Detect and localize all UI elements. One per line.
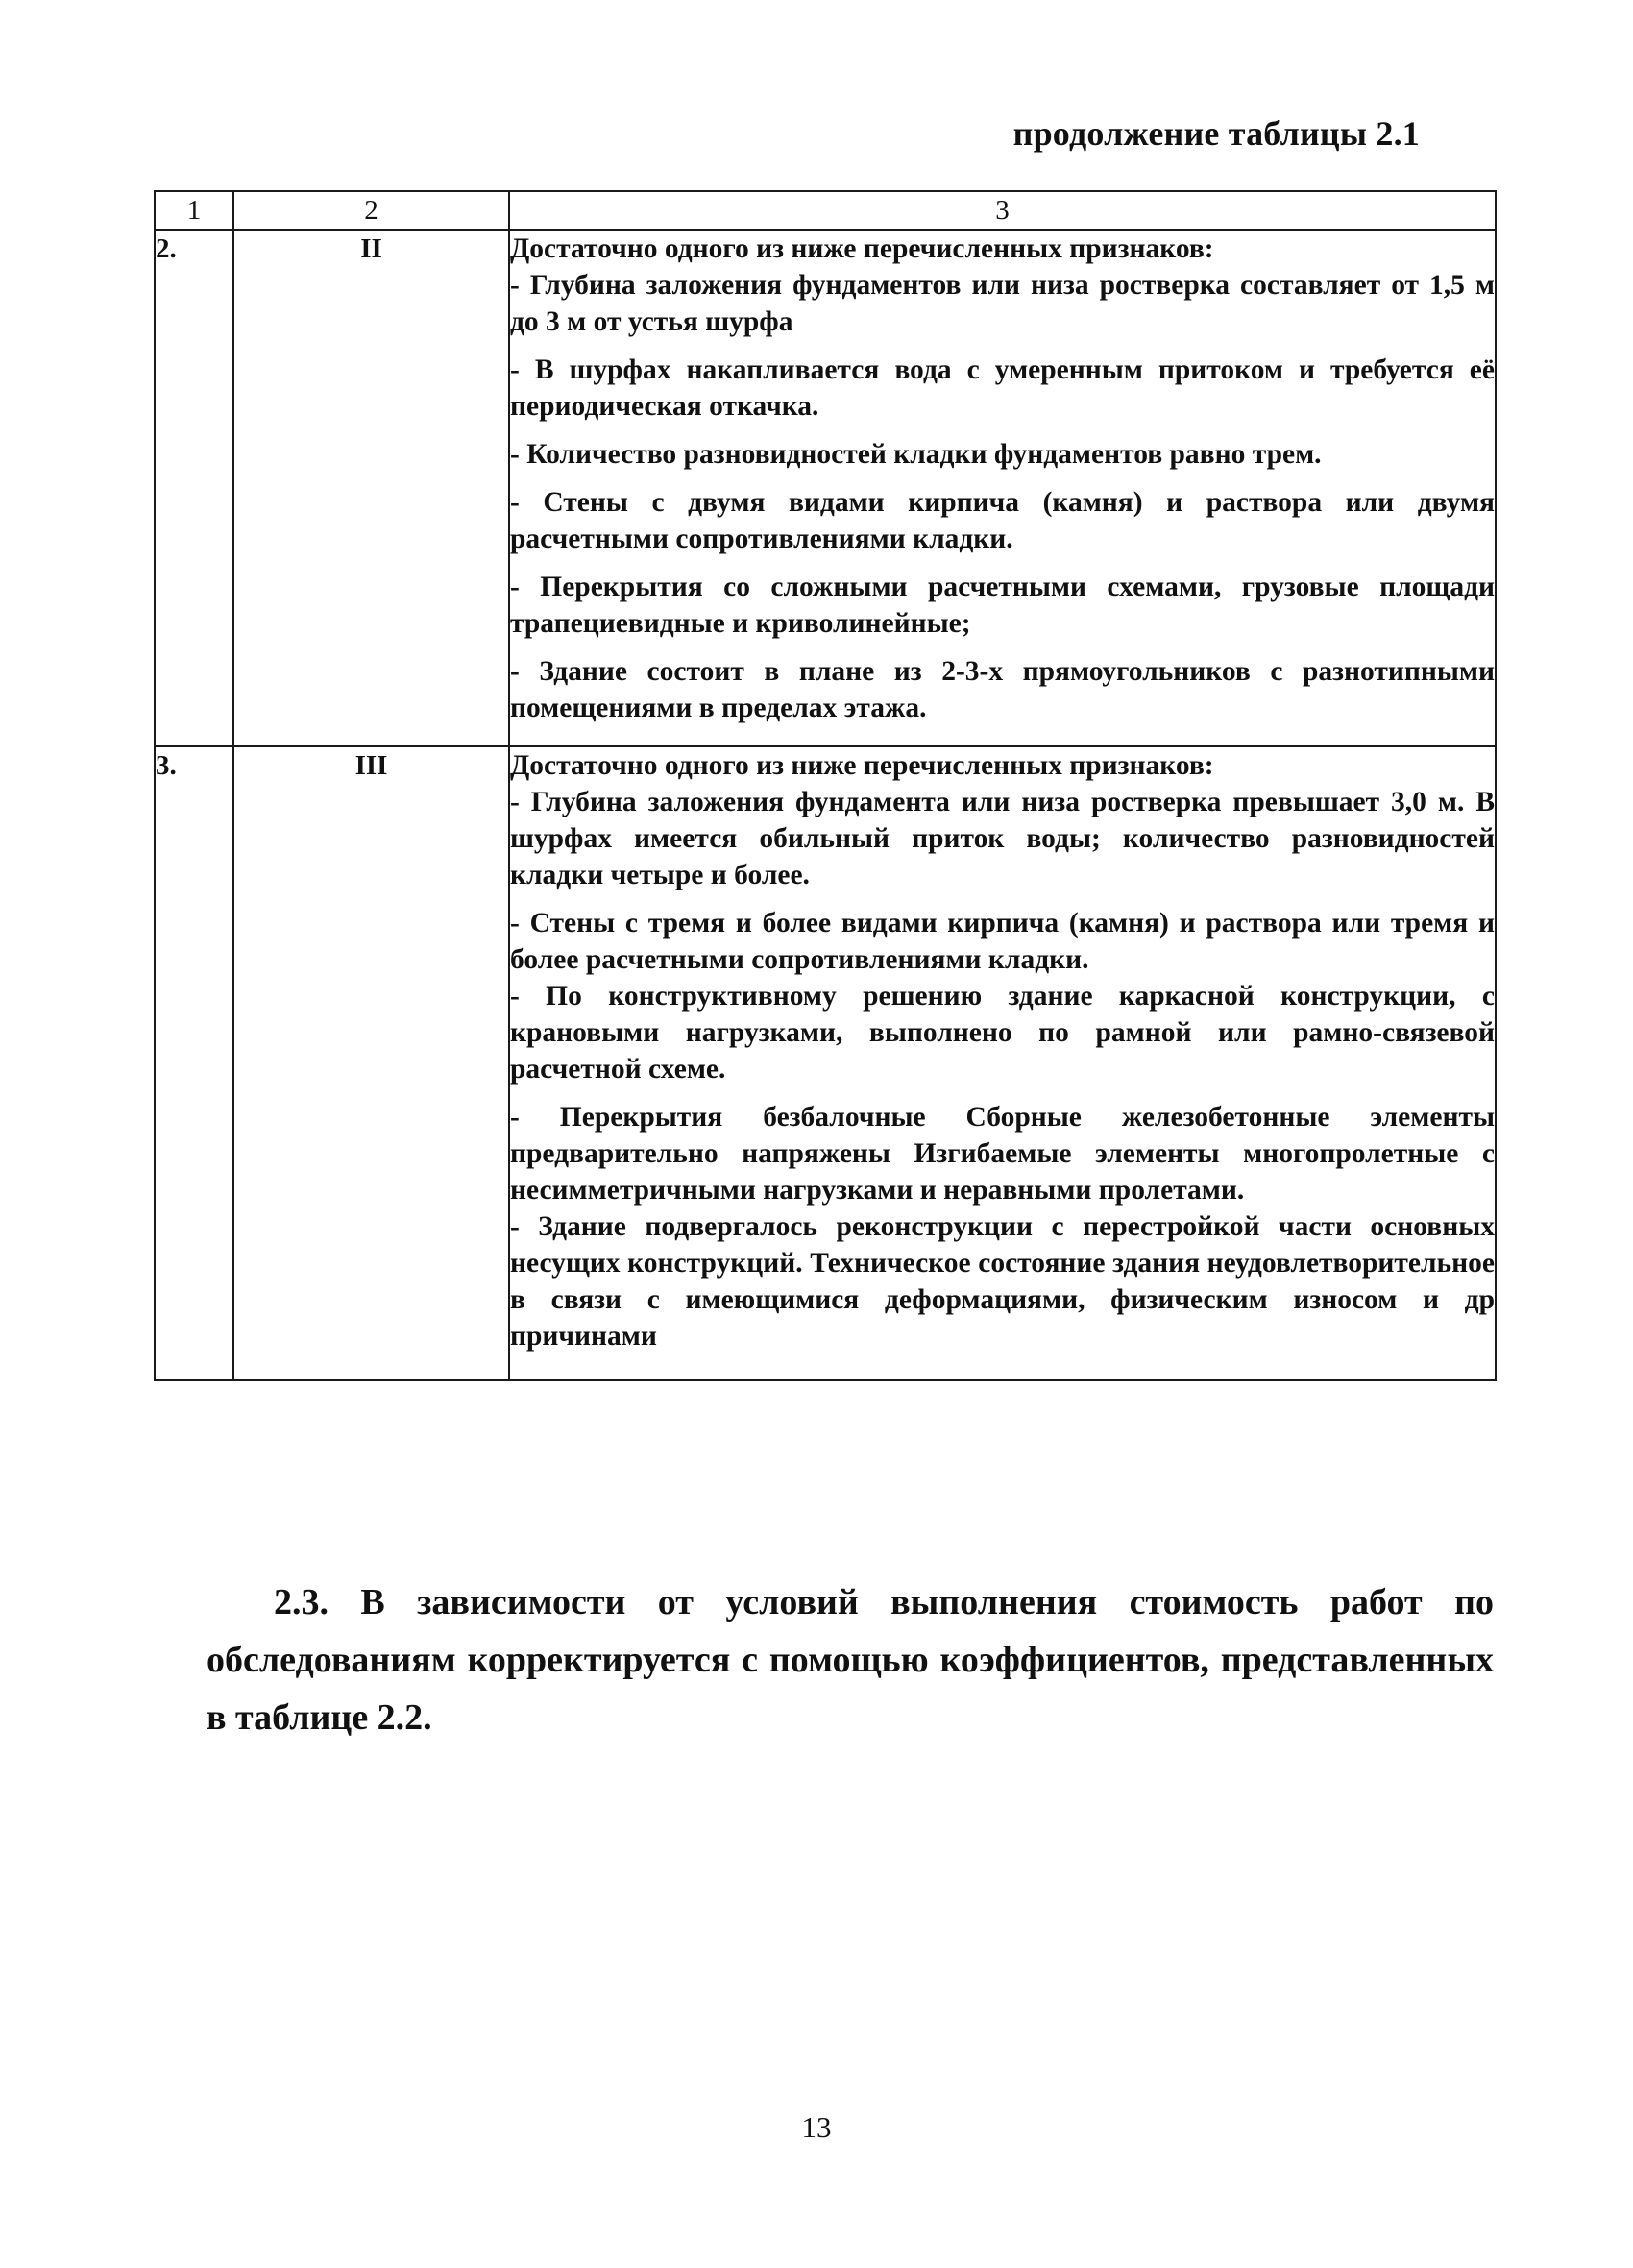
criteria-paragraph: Достаточно одного из ниже перечисленных признаков: - Глубина заложения фундамента или низа ростверка превышает 3,0 м. В шурфах имеется обильный приток воды; количество разновидностей кладки четыре и более. [510, 750, 1495, 890]
criteria-paragraph: - Стены с тремя и более видами кирпича (камня) и раствора или тремя и более расчетными сопротивлениями кладки. - По конструктивному решению здание каркасной конструкции, с крановыми нагрузками, выполнено по рамной или рамно-связевой расчетной схеме. [510, 908, 1495, 1085]
criteria-description [509, 230, 1496, 746]
column-header-2: 2 [233, 191, 509, 230]
page-number: 13 [801, 2110, 832, 2144]
column-header-1: 1 [155, 191, 233, 230]
criteria-paragraph: - Количество разновидностей кладки фундаментов равно трем. [510, 439, 1322, 470]
row-number: 2. [155, 230, 233, 746]
body-paragraph [207, 1573, 1494, 1746]
body-paragraph-text: 2.3. В зависимости от условий выполнения стоимость работ по обследованиям корректируется с помощью коэффициентов, представленных в таблице 2.2. [207, 1582, 1494, 1738]
table-header-row [155, 191, 1496, 230]
table-continuation-label: продолжение таблицы 2.1 [1012, 114, 1420, 153]
row-number: 3. [155, 746, 233, 1380]
criteria-paragraph: Достаточно одного из ниже перечисленных признаков: - Глубина заложения фундаментов или низа ростверка составляет от 1,5 м до 3 м от устья шурфа [510, 233, 1495, 337]
table-2-1-continued [154, 190, 1497, 1381]
criteria-paragraph: - В шурфах накапливается вода с умеренным притоком и требуется её периодическая откачка. [510, 354, 1495, 422]
criteria-paragraph: - Здание состоит в плане из 2-3-х прямоугольников с разнотипными помещениями в пределах этажа. [510, 656, 1495, 723]
column-header-3: 3 [509, 191, 1496, 230]
criteria-paragraph: - Перекрытия безбалочные Сборные железобетонные элементы предварительно напряжены Изгибаемые элементы многопролетные с несимметричными нагрузками и неравными пролетами. - Здание подвергалось реконструкции с перестройкой части основных несущих конструкций. Техническое состояние здания неудовлетворительное в связи с имеющимися деформациями, физическим износом и др причинами [510, 1102, 1495, 1352]
criteria-paragraph: - Перекрытия со сложными расчетными схемами, грузовые площади трапециевидные и криволинейные; [510, 572, 1495, 639]
criteria-paragraph: - Стены с двумя видами кирпича (камня) и раствора или двумя расчетными сопротивлениями кладки. [510, 487, 1495, 554]
criteria-description [509, 746, 1496, 1380]
table-row [155, 230, 1496, 746]
complexity-category: II [233, 230, 509, 746]
complexity-category: III [233, 746, 509, 1380]
table-row [155, 746, 1496, 1380]
